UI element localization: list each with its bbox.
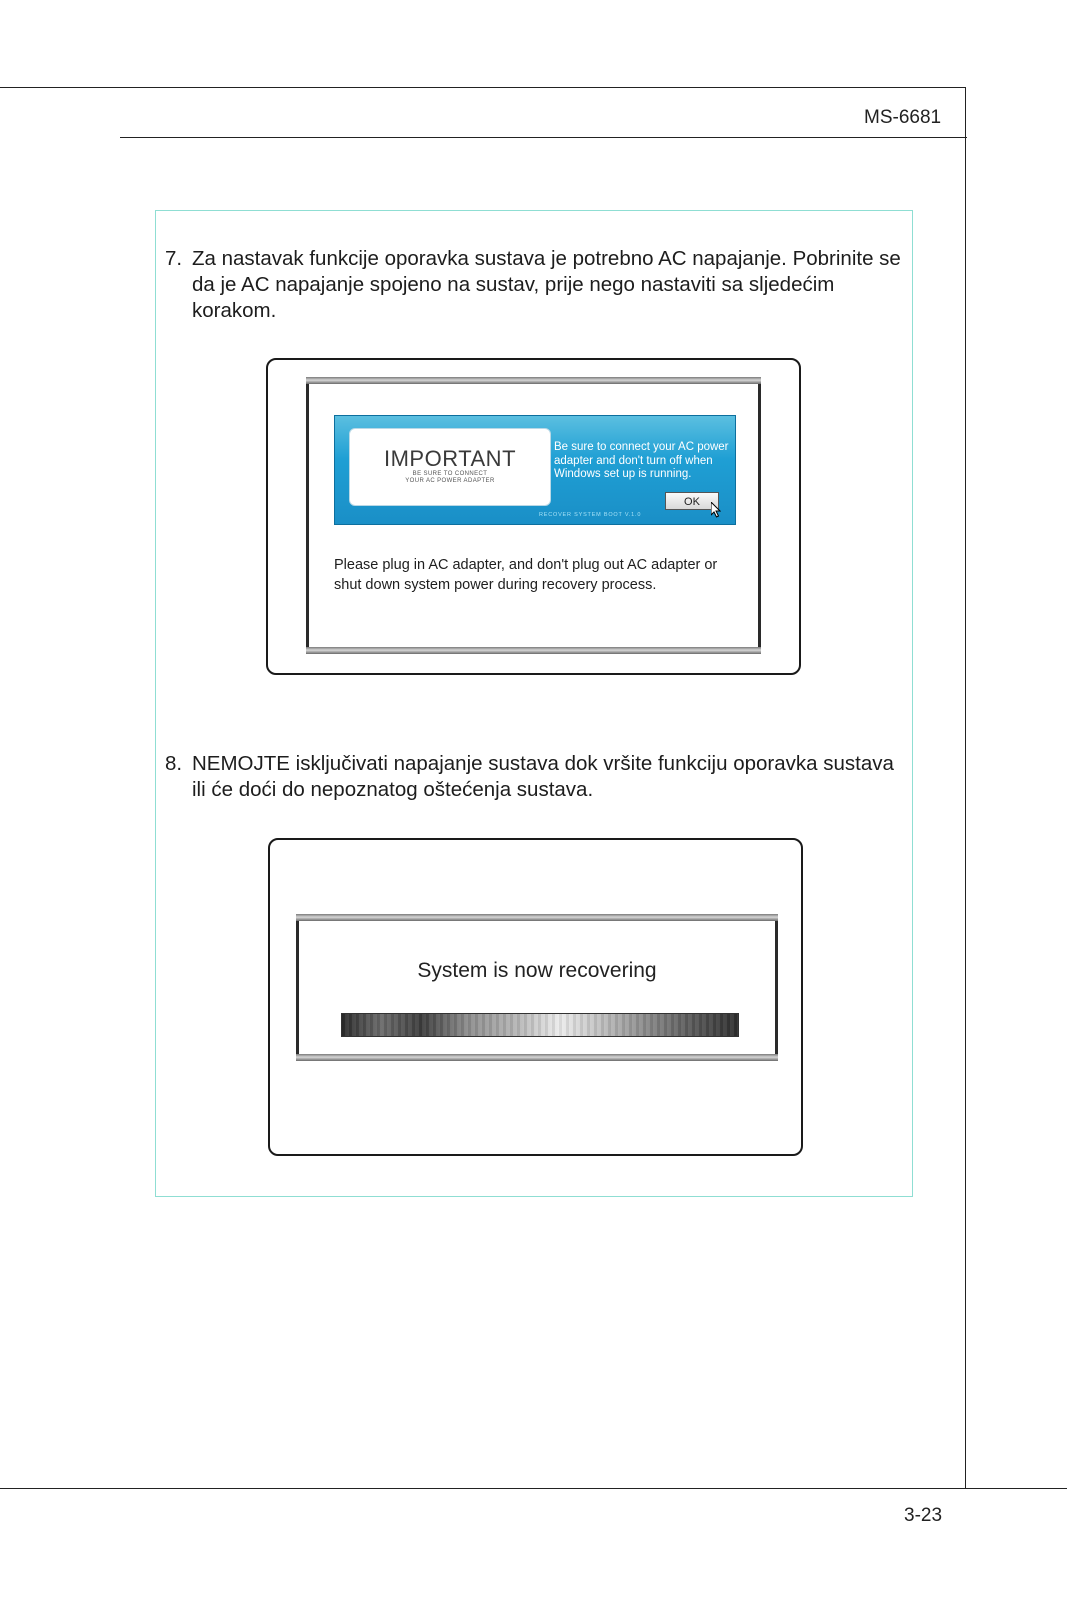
progress-bar [341, 1013, 739, 1037]
ok-button[interactable]: OK [665, 492, 719, 510]
important-subtitle-1: BE SURE TO CONNECT [412, 471, 488, 477]
recovering-status: System is now recovering [417, 959, 657, 982]
right-margin-rule [965, 87, 966, 1489]
page-number: 3-23 [904, 1505, 943, 1526]
model-number: MS-6681 [864, 107, 942, 128]
dialog-top-bar [296, 914, 778, 921]
recovering-dialog [296, 914, 778, 1061]
step-text: Za nastavak funkcije oporavka sustava je potrebno AC napajanje. Pobrinite se da je AC napajanje spojeno na sustav, prije nego nastaviti sa sljedećim korakom. [192, 247, 901, 322]
header-rule [0, 87, 965, 88]
footer-rule [0, 1488, 1067, 1489]
recovery-dialog [306, 377, 761, 654]
mouse-cursor-icon [711, 502, 721, 518]
important-card [349, 428, 551, 506]
step-7 [165, 246, 905, 324]
banner-footer: RECOVER SYSTEM BOOT V.1.0 [539, 512, 642, 518]
step-number: 7. [165, 247, 183, 270]
step-number: 8. [165, 752, 183, 775]
screenshot-ac-warning [266, 358, 801, 675]
dialog-message: Please plug in AC adapter, and don't plug out AC adapter or shut down system power during recovery process. [334, 557, 718, 593]
important-subtitle-2: YOUR AC POWER ADAPTER [405, 478, 495, 484]
dialog-top-bar [306, 377, 761, 384]
screenshot-recovering [268, 838, 803, 1156]
step-8 [165, 751, 905, 803]
banner-message: Be sure to connect your AC power adapter and don't turn off when Windows set up is running. [554, 441, 729, 480]
header-underline [120, 137, 967, 138]
important-title: IMPORTANT [383, 446, 517, 471]
dialog-bottom-bar [306, 647, 761, 654]
dialog-bottom-bar [296, 1054, 778, 1061]
important-banner [334, 415, 736, 525]
step-text: NEMOJTE isključivati napajanje sustava dok vršite funkciju oporavka sustava ili će doći do nepoznatog oštećenja sustava. [192, 752, 894, 801]
